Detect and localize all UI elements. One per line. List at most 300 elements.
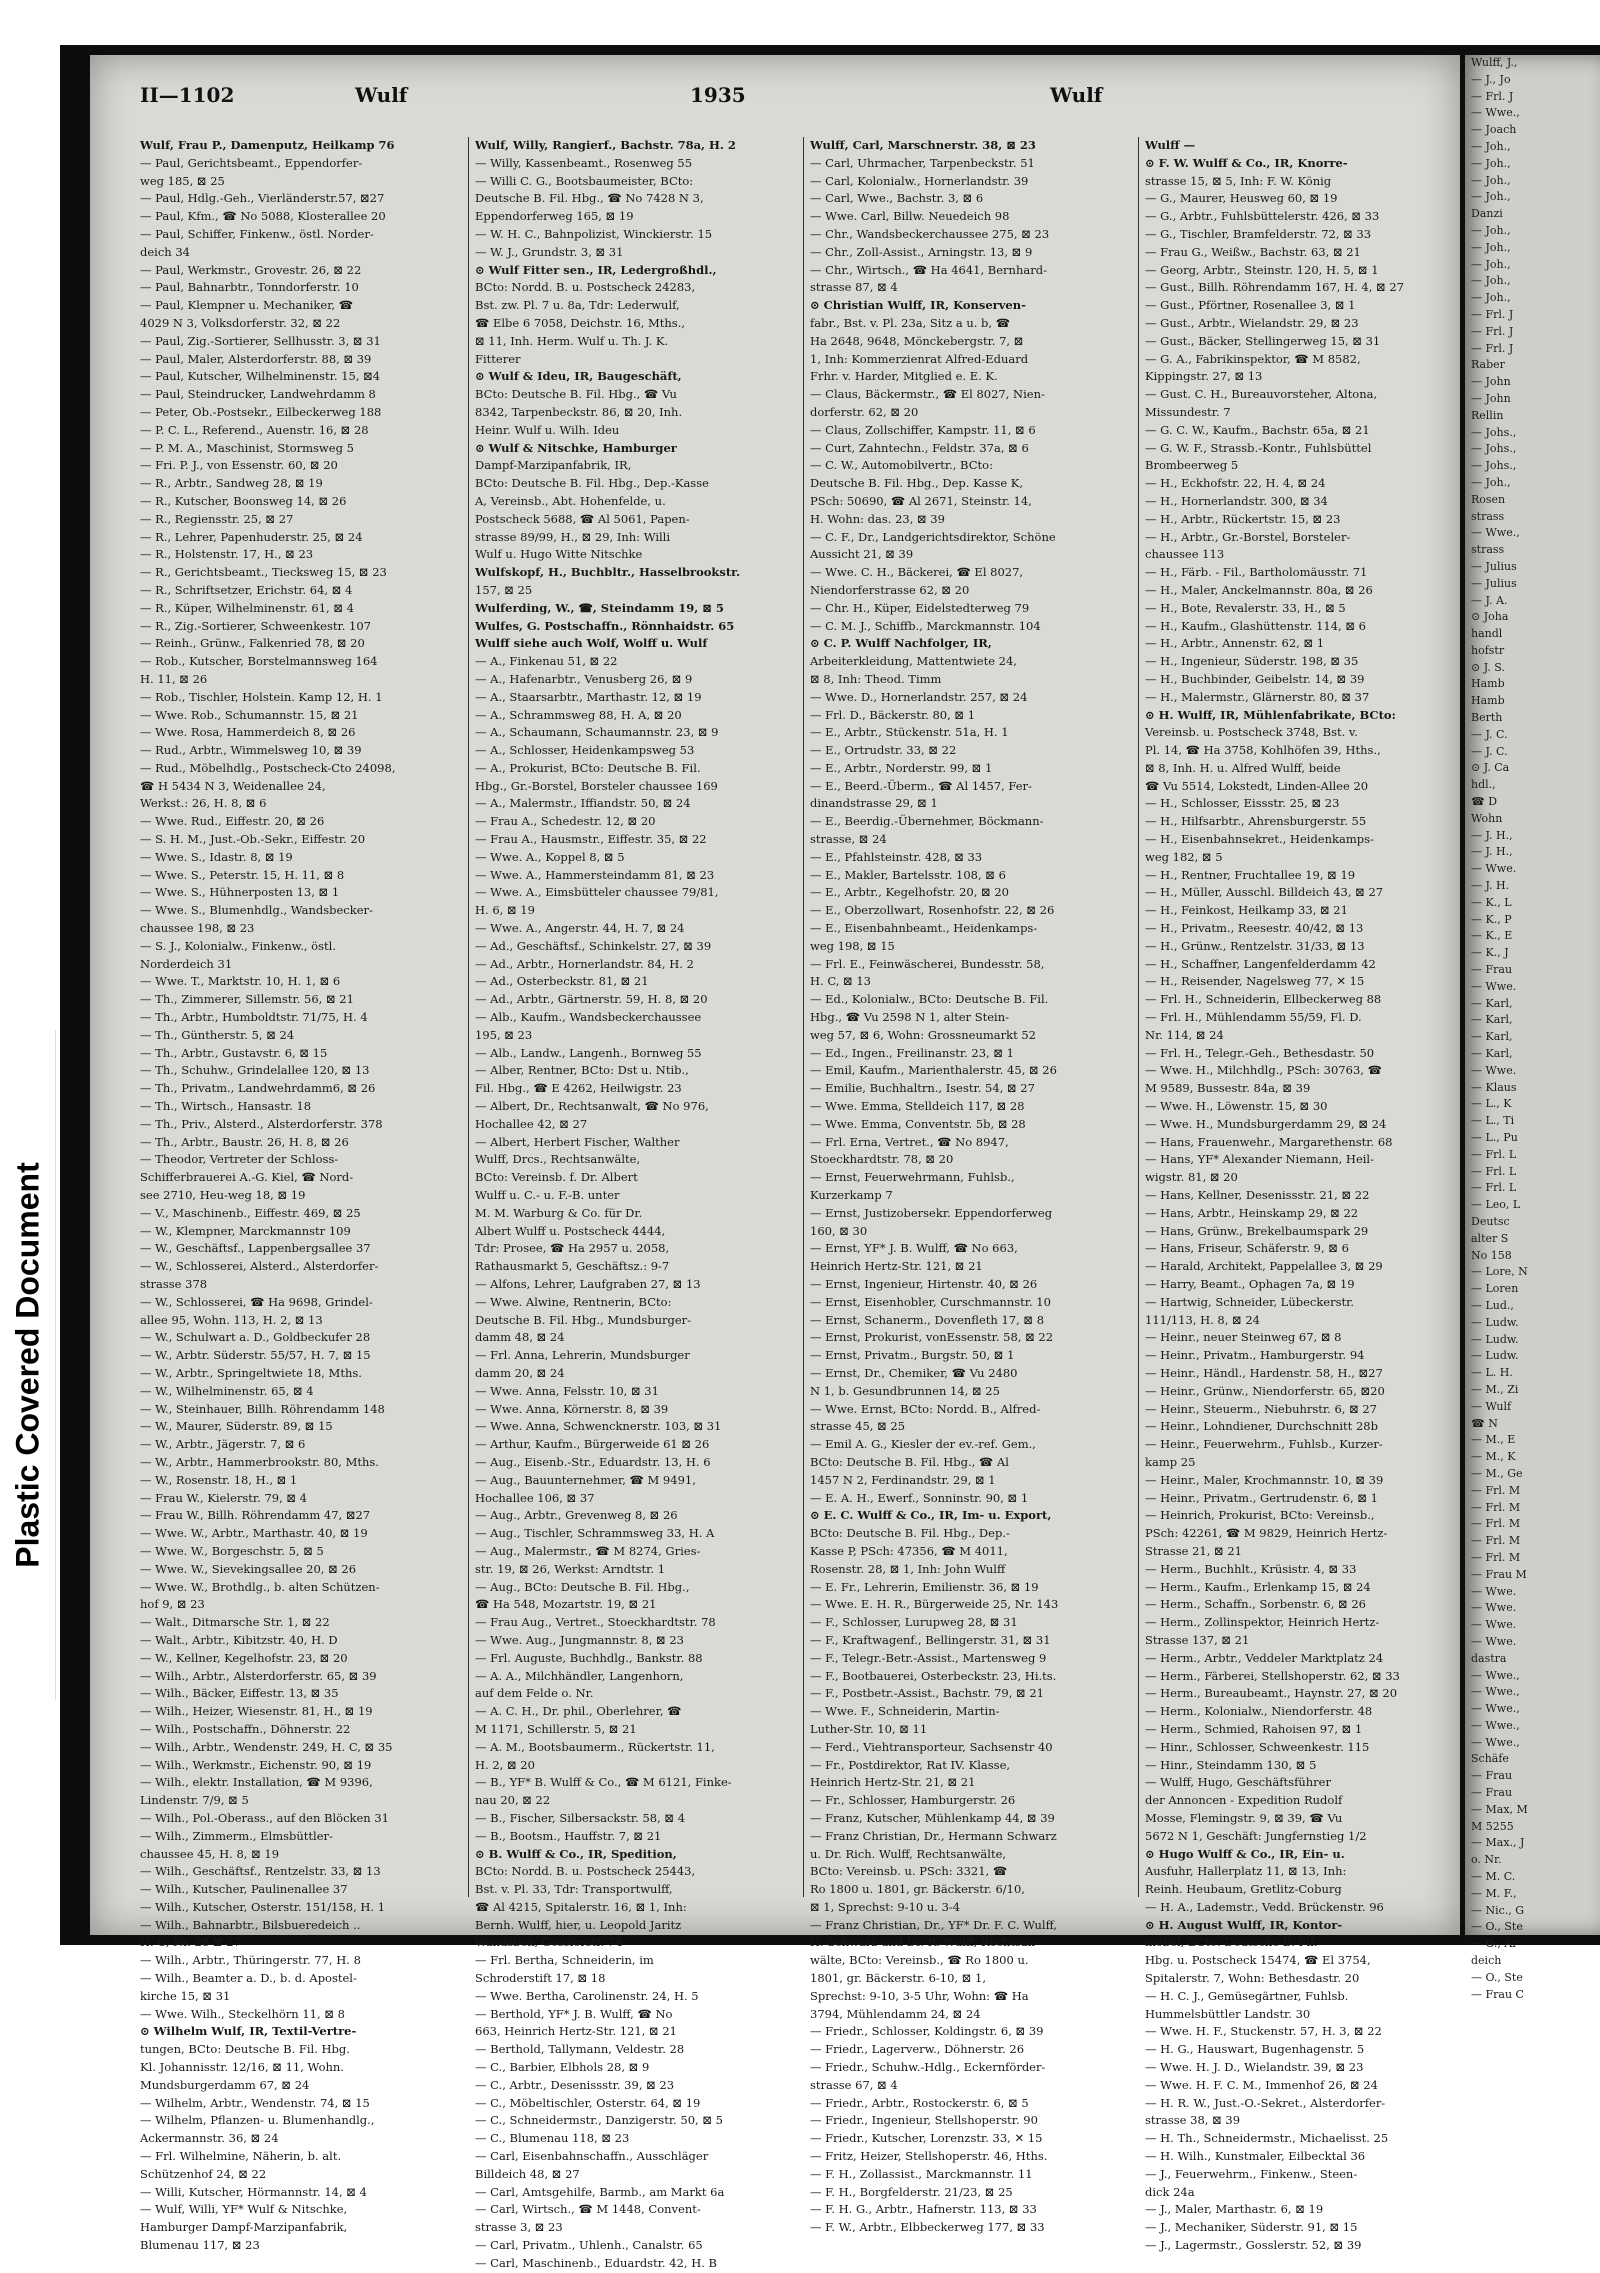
directory-entry: ⊙ B. Wulff & Co., IR, Spedition, — [475, 1846, 677, 1861]
directory-entry: H. Wohn: das. 23, ⊠ 39 — [810, 511, 945, 526]
directory-entry: str. 19, ⊠ 26, Werkst: Arndtstr. 1 — [475, 1561, 666, 1576]
directory-entry: — Carl, Privatm., Uhlenh., Canalstr. 65 — [475, 2238, 703, 2253]
directory-entry: — J., Lagermstr., Gosslerstr. 52, ⊠ 39 — [1145, 2238, 1362, 2253]
page-header — [90, 83, 1460, 113]
directory-entry: — Ed., Ingen., Freilinanstr. 23, ⊠ 1 — [810, 1045, 1014, 1060]
directory-entry: — Franz Christian, Dr., YF* Dr. F. C. Wulff, — [810, 1917, 1057, 1932]
directory-entry: — R., Schriftsetzer, Erichstr. 64, ⊠ 4 — [140, 582, 353, 597]
adjacent-page-entry: — Joh., — [1471, 223, 1511, 237]
directory-entry: — Harald, Architekt, Pappelallee 3, ⊠ 29 — [1145, 1259, 1383, 1274]
directory-entry: tungen, BCto: Deutsche B. Fil. Hbg. — [140, 2042, 350, 2057]
adjacent-page-entry: strass — [1471, 543, 1505, 557]
adjacent-page-entry: — Joach — [1471, 123, 1517, 137]
directory-entry: — Friedr., Ingenieur, Stellshoperstr. 90 — [810, 2113, 1038, 2128]
directory-entry: — A., Schlosser, Heidenkampsweg 53 — [475, 743, 695, 758]
adjacent-page-entry: — Frau — [1471, 963, 1513, 977]
directory-entry: Wulff, Drcs., Rechtsanwälte, — [475, 1152, 641, 1167]
directory-entry: — Paul, Gerichtsbeamt., Eppendorfer- — [140, 155, 363, 170]
cover-label-text: Plastic Covered Document — [9, 1162, 45, 1568]
directory-entry: — A. C. H., Dr. phil., Oberlehrer, ☎ — [475, 1704, 682, 1719]
directory-entry: — F., Bootbauerei, Osterbeckstr. 23, Hi.ts. — [810, 1668, 1057, 1683]
directory-entry: 1457 N 2, Ferdinandstr. 29, ⊠ 1 — [810, 1472, 996, 1487]
directory-entry: Hbg. u. Postscheck 15474, ☎ El 3754, — [1145, 1953, 1371, 1968]
adjacent-page-entry: Wohn — [1471, 811, 1503, 825]
directory-entry: — Wwe. S., Blumenhdlg., Wandsbecker- — [140, 903, 373, 918]
adjacent-page-entry: — M. F., — [1471, 1886, 1517, 1900]
directory-entry: ⊠ 11, Inh. Herm. Wulf u. Th. J. K. — [475, 333, 669, 348]
directory-entry: — Gust., Pförtner, Rosenallee 3, ⊠ 1 — [1145, 298, 1356, 313]
directory-entry: H. 11, ⊠ 26 — [140, 671, 208, 686]
directory-entry: — Wwe. A., Koppel 8, ⊠ 5 — [475, 849, 625, 864]
directory-entry: — C., Schneidermstr., Danzigerstr. 50, ⊠ 5 — [475, 2113, 723, 2128]
directory-entry: — W., Steinhauer, Billh. Röhrendamm 148 — [140, 1401, 385, 1416]
directory-entry: — H. Th., Schneidermstr., Michaelisst. 25 — [1145, 2131, 1389, 2146]
directory-entry: — C., Barbier, Elbhols 28, ⊠ 9 — [475, 2060, 650, 2075]
directory-entry: — W., Arbtr., Jägerstr. 7, ⊠ 6 — [140, 1437, 306, 1452]
adjacent-page-entry: — Ludw. — [1471, 1332, 1519, 1346]
directory-entry: — Ad., Geschäftsf., Schinkelstr. 27, ⊠ 39 — [475, 938, 712, 953]
directory-entry: — W., Rosenstr. 18, H., ⊠ 1 — [140, 1472, 298, 1487]
directory-entry: — Wwe. Anna, Schwencknerstr. 103, ⊠ 31 — [475, 1419, 722, 1434]
directory-entry: — R., Küper, Wilhelminenstr. 61, ⊠ 4 — [140, 600, 354, 615]
directory-entry: Kasse P, PSch: 47356, ☎ M 4011, — [810, 1543, 1008, 1558]
adjacent-page-entry: — Wwe. — [1471, 862, 1517, 876]
adjacent-page-entry: — L., K — [1471, 1097, 1512, 1111]
adjacent-page-entry: — O., Ar — [1471, 1937, 1518, 1951]
directory-entry: — W. H. C., Bahnpolizist, Winckierstr. 15 — [475, 226, 713, 241]
adjacent-page-entry: — Frl. M — [1471, 1517, 1521, 1531]
adjacent-page-entry: — Johs., — [1471, 459, 1517, 473]
directory-entry: — Ernst, Justizobersekr. Eppendorferweg — [810, 1205, 1053, 1220]
directory-entry: — Th., Arbtr., Gustavstr. 6, ⊠ 15 — [140, 1045, 328, 1060]
directory-entry: Dampf-Marzipanfabrik, IR, — [475, 458, 632, 473]
directory-entry: — Th., Güntherstr. 5, ⊠ 24 — [140, 1027, 295, 1042]
directory-entry: Bst. zw. Pl. 7 u. 8a, Tdr: Lederwulf, — [475, 298, 680, 313]
directory-entry: Missundestr. 7 — [1145, 404, 1231, 419]
directory-entry: — Friedr., Kutscher, Lorenzstr. 33, ✕ 15 — [810, 2131, 1043, 2146]
directory-entry: ⊙ H. Wulff, IR, Mühlenfabrikate, BCto: — [1145, 707, 1396, 722]
directory-entry: Hbg., Gr.-Borstel, Borsteler chaussee 169 — [475, 778, 718, 793]
directory-entry: — Herm., Zollinspektor, Heinrich Hertz- — [1145, 1615, 1380, 1630]
directory-entry: — Heinr., Privatm., Hamburgerstr. 94 — [1145, 1348, 1365, 1363]
directory-entry: Norderdeich 31 — [140, 956, 233, 971]
adjacent-page-entry: — Joh., — [1471, 139, 1511, 153]
directory-entry: — W., Schulwart a. D., Goldbeckufer 28 — [140, 1330, 371, 1345]
directory-entry: strasse 38, ⊠ 39 — [1145, 2113, 1241, 2128]
directory-entry: — Gust., Bäcker, Stellingerweg 15, ⊠ 31 — [1145, 333, 1381, 348]
directory-entry: — Wwe. Rosa, Hammerdeich 8, ⊠ 26 — [140, 725, 356, 740]
directory-entry: — Wwe. W., Borgeschstr. 5, ⊠ 5 — [140, 1543, 324, 1558]
directory-entry: — Gust., Billh. Röhrendamm 167, H. 4, ⊠ 27 — [1145, 280, 1404, 295]
directory-entry: — Heinr., Händl., Hardenstr. 58, H., ⊠27 — [1145, 1365, 1383, 1380]
directory-entry: kamp 25 — [1145, 1454, 1196, 1469]
directory-entry: — Willi C. G., Bootsbaumeister, BCto: — [475, 173, 694, 188]
directory-entry: — Frau W., Billh. Röhrendamm 47, ⊠27 — [140, 1508, 371, 1523]
directory-entry: — Wwe. H. J. D., Wielandstr. 39, ⊠ 23 — [1145, 2060, 1364, 2075]
directory-entry: fabr., Bst. v. Pl. 23a, Sitz a u. b, ☎ — [810, 315, 1011, 330]
directory-entry: Hamburger Dampf-Marzipanfabrik, — [140, 2220, 348, 2235]
directory-entry: — H., Buchbinder, Geibelstr. 14, ⊠ 39 — [1145, 671, 1365, 686]
directory-entry: ☎ Vu 5514, Lokstedt, Linden-Allee 20 — [1145, 778, 1369, 793]
directory-entry: wigstr. 81, ⊠ 20 — [1145, 1170, 1238, 1185]
directory-entry: Spitalerstr. 7, Wohn: Bethesdastr. 20 — [1145, 1971, 1360, 1986]
directory-entry: ☎ H 5434 N 3, Weidenallee 24, — [140, 778, 326, 793]
page-number: II—1102 — [140, 83, 235, 107]
directory-entry: — G., Arbtr., Fuhlsbüttelerstr. 426, ⊠ 33 — [1145, 209, 1380, 224]
directory-entry: — Chr. H., Küper, Eidelstedterweg 79 — [810, 600, 1030, 615]
adjacent-page-entry: — Lore, N — [1471, 1265, 1528, 1279]
directory-entry: — Aug., Bauunternehmer, ☎ M 9491, — [475, 1472, 696, 1487]
directory-entry: 8342, Tarpenbeckstr. 86, ⊠ 20, Inh. — [475, 404, 683, 419]
directory-entry: — Wwe. E. H. R., Bürgerweide 25, Nr. 143 — [810, 1597, 1059, 1612]
directory-entry: — Fri. P. J., von Essenstr. 60, ⊠ 20 — [140, 458, 338, 473]
adjacent-page-entry: — Klaus — [1471, 1080, 1517, 1094]
directory-entry: — H. C. J., Gemüsegärtner, Fuhlsb. — [1145, 1988, 1349, 2003]
adjacent-page-entry: ⊙ Joha — [1471, 610, 1509, 624]
adjacent-page-entry: — Frl. M — [1471, 1534, 1521, 1548]
directory-entry: 4029 N 3, Volksdorferstr. 32, ⊠ 22 — [140, 315, 341, 330]
directory-entry: Ackermannstr. 36, ⊠ 24 — [140, 2131, 279, 2146]
directory-entry: strasse 67, ⊠ 4 — [810, 2077, 898, 2092]
directory-entry: Wulfskopf, H., Buchbltr., Hasselbrookstr. — [475, 565, 741, 580]
directory-entry: weg 182, ⊠ 5 — [1145, 849, 1223, 864]
directory-entry: — A., Malermstr., Iffiandstr. 50, ⊠ 24 — [475, 796, 691, 811]
adjacent-page-entry: M 5255 — [1471, 1819, 1514, 1833]
adjacent-page-entry: o. Nr. — [1471, 1853, 1502, 1867]
directory-entry: — Reinh., Grünw., Falkenried 78, ⊠ 20 — [140, 636, 365, 651]
directory-entry: Wulf, Frau P., Damenputz, Heilkamp 76 — [140, 138, 395, 152]
directory-entry: Albert Wulff u. Postscheck 4444, — [475, 1223, 666, 1238]
directory-entry: — Wwe. Anna, Körnerstr. 8, ⊠ 39 — [475, 1401, 669, 1416]
adjacent-page-entry: — J. H., — [1471, 828, 1513, 842]
directory-entry: — W., Schlosserei, Alsterd., Alsterdorfer- — [140, 1259, 379, 1274]
directory-entry: Hochallee 42, ⊠ 27 — [475, 1116, 588, 1131]
directory-entry: — Wwe. Ernst, BCto: Nordd. B., Alfred- — [810, 1401, 1041, 1416]
directory-entry: — Wwe. H. F. C. M., Immenhof 26, ⊠ 24 — [1145, 2077, 1378, 2092]
adjacent-page-entry: — Wwe., — [1471, 1735, 1520, 1749]
directory-entry: M 1171, Schillerstr. 5, ⊠ 21 — [475, 1721, 637, 1736]
directory-entry: 1801, gr. Bäckerstr. 6-10, ⊠ 1, — [810, 1971, 986, 1986]
directory-entry: — H., Färb. - Fil., Bartholomäusstr. 71 — [1145, 565, 1368, 580]
adjacent-page-entry: — K., P — [1471, 912, 1512, 926]
adjacent-page-entry: ⊙ J. Ca — [1471, 761, 1510, 775]
directory-entry: — W., Klempner, Marckmannstr 109 — [140, 1223, 351, 1238]
directory-entry: 157, ⊠ 25 — [475, 582, 533, 597]
directory-entry: Schroderstift 17, ⊠ 18 — [475, 1971, 606, 1986]
directory-entry: PSch: 50690, ☎ Al 2671, Steinstr. 14, — [810, 493, 1032, 508]
adjacent-page-entry: — Frl. M — [1471, 1550, 1521, 1564]
adjacent-page-entry: — Joh., — [1471, 156, 1511, 170]
directory-entry: — Wwe. S., Hühnerposten 13, ⊠ 1 — [140, 885, 340, 900]
directory-entry: — Herm., Kaufm., Erlenkamp 15, ⊠ 24 — [1145, 1579, 1371, 1594]
directory-entry: weg 198, ⊠ 15 — [810, 938, 895, 953]
directory-entry: Ro 1800 u. 1801, gr. Bäckerstr. 6/10, — [810, 1882, 1025, 1897]
directory-entry: — Berthold, YF* J. B. Wulff, ☎ No — [475, 2006, 673, 2021]
directory-entry: — Wilh., Postschaffn., Döhnerstr. 22 — [140, 1721, 351, 1736]
directory-entry: u. Dr. Rich. Wulff, Rechtsanwälte, — [810, 1846, 1007, 1861]
directory-entry: Mosse, Flemingstr. 9, ⊠ 39, ☎ Vu — [1145, 1810, 1343, 1825]
directory-entry: ⊙ C. P. Wulff Nachfolger, IR, — [810, 636, 992, 651]
directory-entry: auf dem Felde o. Nr. — [475, 1686, 594, 1701]
directory-entry: strasse 15, ⊠ 5, Inh: F. W. König — [1145, 173, 1332, 188]
column-divider — [1138, 137, 1139, 1897]
directory-entry: — Wilh., Heizer, Wiesenstr. 81, H., ⊠ 19 — [140, 1704, 373, 1719]
directory-entry: Vereinsb. u. Postscheck 3748, Bst. v. — [1145, 725, 1358, 740]
directory-entry: — F., Kraftwagenf., Bellingerstr. 31, ⊠ 31 — [810, 1632, 1051, 1647]
directory-entry: — Ad., Arbtr., Gärtnerstr. 59, H. 8, ⊠ 20 — [475, 992, 708, 1007]
directory-entry: — Wilh., Kutscher, Paulinenallee 37 — [140, 1882, 348, 1897]
adjacent-page-entry: — J., Jo — [1471, 72, 1511, 86]
adjacent-page-entry: — Joh., — [1471, 257, 1511, 271]
directory-entry: — H., Maler, Anckelmannstr. 80a, ⊠ 26 — [1145, 582, 1373, 597]
directory-entry: — H., Grünw., Rentzelstr. 31/33, ⊠ 13 — [1145, 938, 1365, 953]
directory-entry: — Hans, Kellner, Desenissstr. 21, ⊠ 22 — [1145, 1188, 1370, 1203]
adjacent-page-entry: — Frau — [1471, 1769, 1513, 1783]
directory-entry: 3794, Mühlendamm 24, ⊠ 24 — [810, 2006, 981, 2021]
directory-entry: — S. H. M., Just.-Ob.-Sekr., Eiffestr. 20 — [140, 832, 366, 847]
directory-entry: — Paul, Kfm., ☎ No 5088, Klosterallee 20 — [140, 209, 386, 224]
directory-entry: kirche 15, ⊠ 31 — [140, 1988, 231, 2003]
directory-entry: Hochallee 106, ⊠ 37 — [475, 1490, 595, 1505]
adjacent-page-entry: alter S — [1471, 1231, 1509, 1245]
directory-entry: — Ed., Kolonialw., BCto: Deutsche B. Fil. — [810, 992, 1049, 1007]
directory-entry: — Frl. E., Feinwäscherei, Bundesstr. 58, — [810, 956, 1045, 971]
directory-entry: Sprechst: 9-10, 3-5 Uhr, Wohn: ☎ Ha — [810, 1988, 1029, 2003]
adjacent-page-entry: — Frl. J — [1471, 89, 1514, 103]
directory-entry: — Paul, Maler, Alsterdorferstr. 88, ⊠ 39 — [140, 351, 372, 366]
directory-entry: ☎ Elbe 6 7058, Deichstr. 16, Mths., — [475, 315, 686, 330]
directory-entry: Rosenstr. 28, ⊠ 1, Inh: John Wulff — [810, 1561, 1006, 1576]
adjacent-page-entry: — Wwe. — [1471, 1063, 1517, 1077]
adjacent-page-entry: — Wwe., — [1471, 106, 1520, 120]
directory-entry: — Emil, Kaufm., Marienthalerstr. 45, ⊠ 26 — [810, 1063, 1057, 1078]
adjacent-page-entry: — Wwe., — [1471, 1668, 1520, 1682]
directory-entry: see 2710, Heu-weg 18, ⊠ 19 — [140, 1188, 306, 1203]
directory-entry: Kl. Johannisstr. 12/16, ⊠ 11, Wohn. — [140, 2060, 344, 2075]
directory-entry: der Annoncen - Expedition Rudolf — [1145, 1793, 1343, 1808]
directory-entry: — H., Kaufm., Glashüttenstr. 114, ⊠ 6 — [1145, 618, 1366, 633]
adjacent-page-entry: — K., E — [1471, 929, 1513, 943]
directory-entry: — Rud., Möbelhdlg., Postscheck-Cto 24098, — [140, 760, 396, 775]
directory-entry: — Frau W., Kielerstr. 79, ⊠ 4 — [140, 1490, 308, 1505]
directory-entry: — Carl, Kolonialw., Hornerlandstr. 39 — [810, 173, 1029, 188]
adjacent-page-entry: — Karl, — [1471, 1013, 1513, 1027]
adjacent-page-entry: — Max, M — [1471, 1802, 1528, 1816]
adjacent-page-entry: — J. H. — [1471, 879, 1510, 893]
directory-entry: — R., Kutscher, Boonsweg 14, ⊠ 26 — [140, 493, 347, 508]
directory-entry: — Herm., Buchhlt., Krüsistr. 4, ⊠ 33 — [1145, 1561, 1357, 1576]
header-name-right: Wulf — [1050, 83, 1103, 107]
directory-entry: — G., Maurer, Heusweg 60, ⊠ 19 — [1145, 191, 1338, 206]
directory-entry: Wulff u. C.- u. F.-B. unter — [475, 1188, 620, 1203]
directory-entry: möbel, BCto: Deutsche B. Fil. — [1145, 1935, 1318, 1950]
adjacent-page-entry: — Max., J — [1471, 1836, 1525, 1850]
directory-entry: — Paul, Hdlg.-Geh., Vierländerstr.57, ⊠27 — [140, 191, 385, 206]
directory-entry: — Hans, Grünw., Brekelbaumspark 29 — [1145, 1223, 1369, 1238]
directory-entry: M. M. Warburg & Co. für Dr. — [475, 1205, 643, 1220]
directory-entry: — Herm., Bureaubeamt., Haynstr. 27, ⊠ 20 — [1145, 1686, 1398, 1701]
directory-entry: BCto: Deutsche B. Fil. Hbg., Dep.-Kasse — [475, 476, 709, 491]
directory-entry: — Th., Arbtr., Humboldtstr. 71/75, H. 4 — [140, 1010, 368, 1025]
adjacent-page-entry: dastra — [1471, 1651, 1507, 1665]
directory-entry: — Hinr., Steindamm 130, ⊠ 5 — [1145, 1757, 1317, 1772]
directory-entry: BCto: Deutsche B. Fil. Hbg., Dep.- — [810, 1526, 1010, 1541]
directory-entry: — Albert, Dr., Rechtsanwalt, ☎ No 976, — [475, 1099, 709, 1114]
directory-entry: — W., Schlosserei, ☎ Ha 9698, Grindel- — [140, 1294, 373, 1309]
directory-entry: M 9589, Bussestr. 84a, ⊠ 39 — [1145, 1081, 1311, 1096]
directory-entry: — Wilh., Arbtr., Alsterdorferstr. 65, ⊠ 39 — [140, 1668, 377, 1683]
directory-entry: Brombeerweg 5 — [1145, 458, 1239, 473]
adjacent-page-entry: — Wwe., — [1471, 526, 1520, 540]
directory-entry: — Paul, Klempner u. Mechaniker, ☎ — [140, 298, 354, 313]
adjacent-page-entry: — Lud., — [1471, 1298, 1514, 1312]
directory-column-1 — [140, 137, 460, 2255]
directory-entry: weg 57, ⊠ 6, Wohn: Grossneumarkt 52 — [810, 1027, 1037, 1042]
directory-entry: — Ernst, Eisenhobler, Curschmannstr. 10 — [810, 1294, 1051, 1309]
directory-entry: — A., Schrammsweg 88, H. A, ⊠ 20 — [475, 707, 682, 722]
directory-entry: — Wilh., Arbtr., Thüringerstr. 77, H. 8 — [140, 1953, 361, 1968]
directory-entry: — W., Kellner, Kegelhofstr. 23, ⊠ 20 — [140, 1650, 348, 1665]
adjacent-page-entry: ☎ N — [1471, 1416, 1498, 1430]
directory-entry: — W., Maurer, Süderstr. 89, ⊠ 15 — [140, 1419, 333, 1434]
directory-entry: — Wilh., Bahnarbtr., Bilsbueredeich .. — [140, 1917, 361, 1932]
directory-entry: Frhr. v. Harder, Mitglied e. E. K. — [810, 369, 998, 384]
directory-entry: — E., Oberzollwart, Rosenhofstr. 22, ⊠ 26 — [810, 903, 1055, 918]
directory-entry: — Aug., BCto: Deutsche B. Fil. Hbg., — [475, 1579, 690, 1594]
directory-entry: — Th., Zimmerer, Sillemstr. 56, ⊠ 21 — [140, 992, 354, 1007]
directory-entry: — Wwe. A., Eimsbütteler chaussee 79/81, — [475, 885, 719, 900]
directory-entry: — G. A., Fabrikinspektor, ☎ M 8582, — [1145, 351, 1361, 366]
directory-entry: — A., Prokurist, BCto: Deutsche B. Fil. — [475, 760, 701, 775]
directory-entry: Deutsche B. Fil. Hbg., Mundsburger- — [475, 1312, 692, 1327]
directory-entry: — Ernst, Dr., Chemiker, ☎ Vu 2480 — [810, 1365, 1018, 1380]
directory-entry: dorferstr. 62, ⊠ 20 — [810, 404, 919, 419]
directory-entry: — F., Schlosser, Lurupweg 28, ⊠ 31 — [810, 1615, 1018, 1630]
adjacent-page-entry: — L., Pu — [1471, 1131, 1518, 1144]
directory-entry: — Wilh., Arbtr., Wendenstr. 249, H. C, ⊠ 35 — [140, 1739, 393, 1754]
directory-entry: — Hans, YF* Alexander Niemann, Heil- — [1145, 1152, 1375, 1167]
directory-entry: — E., Arbtr., Norderstr. 99, ⊠ 1 — [810, 760, 993, 775]
directory-entry: H. C, Nr. 28 ⊠ 27 — [140, 1935, 241, 1950]
directory-entry: — Harry, Beamt., Ophagen 7a, ⊠ 19 — [1145, 1277, 1355, 1291]
directory-entry: — Friedr., Lagerverw., Döhnerstr. 26 — [810, 2042, 1025, 2057]
directory-entry: — W., Geschäftsf., Lappenbergsallee 37 — [140, 1241, 371, 1256]
directory-entry: — Georg, Arbtr., Steinstr. 120, H. 5, ⊠ 1 — [1145, 262, 1379, 277]
directory-entry: — Alfons, Lehrer, Laufgraben 27, ⊠ 13 — [475, 1277, 701, 1291]
directory-entry: — Paul, Werkmstr., Grovestr. 26, ⊠ 22 — [140, 262, 362, 277]
adjacent-page-entry: — John — [1471, 375, 1511, 389]
adjacent-page-entry: — Frl. M — [1471, 1483, 1521, 1497]
directory-entry: ⊙ Christian Wulff, IR, Konserven- — [810, 298, 1026, 313]
directory-entry: Heinrich Hertz-Str. 121, ⊠ 21 — [810, 1259, 983, 1274]
directory-entry: 160, ⊠ 30 — [810, 1223, 868, 1238]
adjacent-page-entry: — Julius — [1471, 576, 1517, 590]
directory-entry: — Chr., Wandsbeckerchaussee 275, ⊠ 23 — [810, 226, 1050, 241]
directory-entry: 1, Inh: Kommerzienrat Alfred-Eduard — [810, 351, 1029, 366]
directory-entry: — Hartwig, Schneider, Lübeckerstr. — [1145, 1294, 1355, 1309]
directory-entry: — Wwe. H., Löwenstr. 15, ⊠ 30 — [1145, 1099, 1328, 1114]
directory-entry: — Ad., Osterbeckstr. 81, ⊠ 21 — [475, 974, 649, 989]
directory-entry: strasse 89/99, H., ⊠ 29, Inh: Willi — [475, 529, 671, 544]
directory-entry: — Alber, Rentner, BCto: Dst u. Ntib., — [475, 1063, 689, 1078]
directory-entry: — Wwe. Emma, Stelldeich 117, ⊠ 28 — [810, 1099, 1025, 1114]
adjacent-page-entry: — Joh., — [1471, 190, 1511, 204]
directory-entry: — Th., Schuhw., Grindelallee 120, ⊠ 13 — [140, 1063, 370, 1078]
directory-entry: ⊙ Hugo Wulff & Co., IR, Ein- u. — [1145, 1846, 1345, 1861]
directory-entry: — Frl. D., Bäckerstr. 80, ⊠ 1 — [810, 707, 976, 722]
directory-entry: — A., Staarsarbtr., Marthastr. 12, ⊠ 19 — [475, 689, 702, 704]
directory-page — [90, 55, 1460, 2270]
adjacent-page-entry: — L. H. — [1471, 1366, 1513, 1380]
directory-entry: — Hans, Friseur, Schäferstr. 9, ⊠ 6 — [1145, 1241, 1349, 1256]
adjacent-page-entry: — Frau C — [1471, 1987, 1524, 2001]
directory-entry: — Heinr., Privatm., Gertrudenstr. 6, ⊠ 1 — [1145, 1490, 1378, 1505]
directory-entry: — Heinr., Maler, Krochmannstr. 10, ⊠ 39 — [1145, 1472, 1384, 1487]
directory-entry: Kippingstr. 27, ⊠ 13 — [1145, 369, 1263, 384]
adjacent-page-entry: Rellin — [1471, 408, 1504, 422]
adjacent-page-entry: — Frl. J — [1471, 341, 1514, 355]
directory-entry: dinandstrasse 29, ⊠ 1 — [810, 796, 938, 811]
directory-entry: ⊙ E. C. Wulff & Co., IR, Im- u. Export, — [810, 1508, 1052, 1523]
directory-entry: — Carl, Wirtsch., ☎ M 1448, Convent- — [475, 2202, 701, 2217]
directory-entry: — S. J., Kolonialw., Finkenw., östl. — [140, 938, 336, 953]
directory-entry: — Frau A., Schedestr. 12, ⊠ 20 — [475, 814, 656, 829]
adjacent-page-entry: — Johs., — [1471, 442, 1517, 456]
directory-column-3 — [810, 137, 1130, 2237]
directory-entry: PSch: 42261, ☎ M 9829, Heinrich Hertz- — [1145, 1526, 1388, 1541]
adjacent-page-entry: — Wwe., — [1471, 1685, 1520, 1699]
directory-entry: — Th., Arbtr., Baustr. 26, H. 8, ⊠ 26 — [140, 1134, 349, 1149]
adjacent-page-entry: strass — [1471, 509, 1505, 523]
adjacent-page-entry: — J. H., — [1471, 845, 1513, 859]
directory-entry: — H., Arbtr., Rückertstr. 15, ⊠ 23 — [1145, 511, 1341, 526]
adjacent-page-entry: Hamb — [1471, 694, 1505, 708]
adjacent-page-entry: — Johs., — [1471, 425, 1517, 439]
directory-entry: — Wwe. A., Angerstr. 44, H. 7, ⊠ 24 — [475, 921, 685, 936]
directory-entry: — G., Tischler, Bramfelderstr. 72, ⊠ 33 — [1145, 226, 1372, 241]
directory-entry: — A., Hafenarbtr., Venusberg 26, ⊠ 9 — [475, 671, 693, 686]
directory-entry: strasse, ⊠ 24 — [810, 832, 887, 847]
directory-entry: Kurzerkamp 7 — [810, 1188, 893, 1203]
directory-entry: N 1, b. Gesundbrunnen 14, ⊠ 25 — [810, 1383, 1000, 1398]
directory-entry: — Carl, Wwe., Bachstr. 3, ⊠ 6 — [810, 191, 984, 206]
directory-entry: Aussicht 21, ⊠ 39 — [810, 547, 914, 562]
directory-entry: — Th., Wirtsch., Hansastr. 18 — [140, 1099, 312, 1114]
directory-entry: — E. Fr., Lehrerin, Emilienstr. 36, ⊠ 19 — [810, 1579, 1039, 1594]
directory-entry: — Wwe. C. H., Bäckerei, ☎ El 8027, — [810, 565, 1024, 580]
directory-entry: — Wilhelm, Arbtr., Wendenstr. 74, ⊠ 15 — [140, 2095, 370, 2110]
directory-entry: — P. M. A., Maschinist, Stormsweg 5 — [140, 440, 354, 455]
adjacent-page-entry: — Wwe. — [1471, 1618, 1517, 1632]
directory-entry: — Wwe. Carl, Billw. Neuedeich 98 — [810, 209, 1010, 224]
directory-entry: — Alb., Kaufm., Wandsbeckerchaussee — [475, 1010, 702, 1025]
directory-entry: Wulff — — [1145, 138, 1196, 152]
directory-entry: — Paul, Zig.-Sortierer, Sellhusstr. 3, ⊠ 31 — [140, 333, 381, 348]
adjacent-page-entry: — Frl. J — [1471, 324, 1514, 338]
directory-entry: — H., Schlosser, Eissstr. 25, ⊠ 23 — [1145, 796, 1340, 811]
directory-entry: — W., Arbtr., Hammerbrookstr. 80, Mths. — [140, 1454, 379, 1469]
directory-entry: — E., Ortrudstr. 33, ⊠ 22 — [810, 743, 957, 758]
directory-entry: Fitterer — [475, 351, 521, 366]
adjacent-page-entry: Schäfe — [1471, 1752, 1509, 1766]
adjacent-page-entry: — Joh., — [1471, 291, 1511, 305]
directory-entry: — R., Gerichtsbeamt., Tiecksweg 15, ⊠ 23 — [140, 565, 387, 580]
directory-entry: Schifferbrauerei A.-G. Kiel, ☎ Nord- — [140, 1170, 354, 1185]
directory-entry: — Frl. H., Schneiderin, Ellbeckerweg 88 — [1145, 992, 1382, 1007]
directory-entry: — Wilh., Beamter a. D., b. d. Apostel- — [140, 1971, 357, 1986]
adjacent-page-entry: — Karl, — [1471, 1030, 1513, 1044]
directory-entry: — Paul, Steindrucker, Landwehrdamm 8 — [140, 387, 376, 402]
